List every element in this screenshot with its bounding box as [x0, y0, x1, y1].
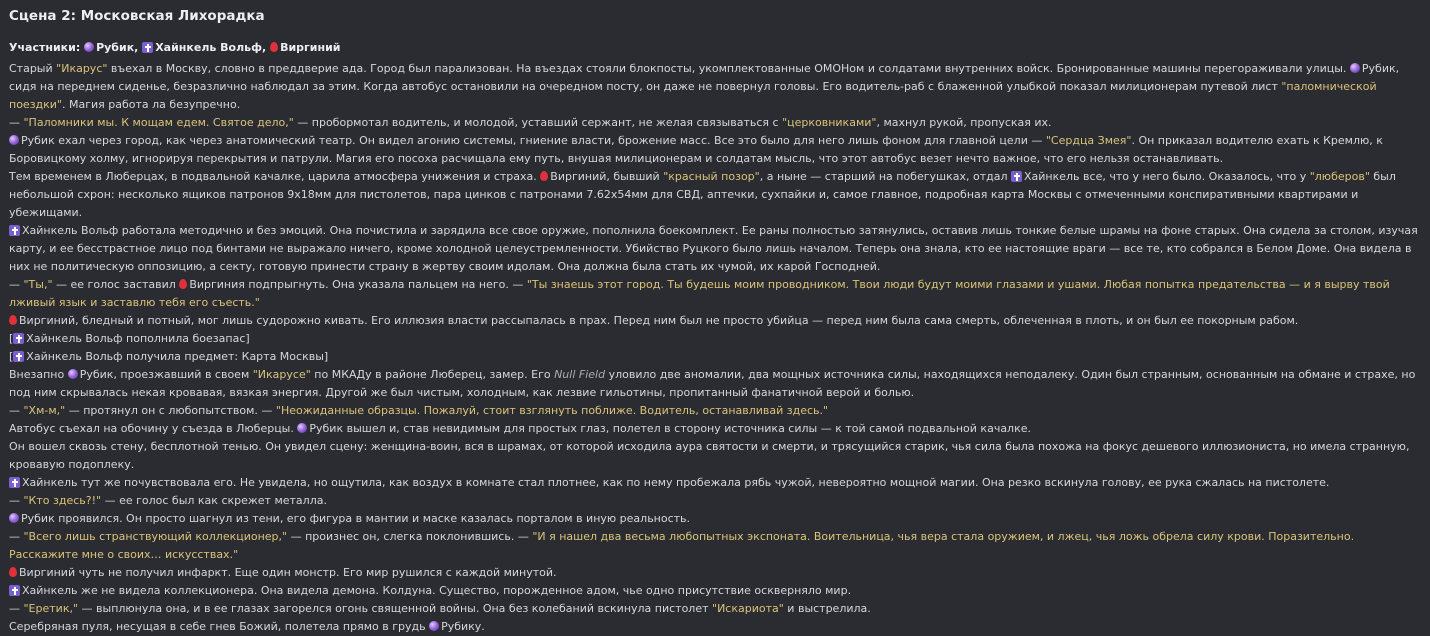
text: Хайнкель тут же почувствовала его. Не увидела, но ощутила, как воздух в комнате стал плотнее, как по нему пробежала рябь чужой, невероятно мощной магии. Она резко вскинула голову, ее рука сжалась на пистолете.	[22, 476, 1330, 489]
text: — пробормотал водитель, и молодой, уставший сержант, не желая связываться с	[293, 116, 783, 129]
paragraph	[9, 582, 1421, 600]
paragraph	[9, 132, 1421, 168]
quote: "Паломники мы. К мощам едем. Святое дело,"	[23, 116, 294, 129]
purple-orb-icon	[9, 135, 19, 145]
text: — выплюнула она, и в ее глазах загорелся огонь священной войны. Она без колебаний вскинула пистолет	[78, 602, 713, 615]
paragraph	[9, 276, 1421, 312]
text: Рубик проявился. Он просто шагнул из тени, его фигура в мантии и маске казалась порталом в иную реальность.	[21, 512, 691, 525]
text: , а ныне — старший на побегушках, отдал	[759, 170, 1011, 183]
paragraph	[9, 600, 1421, 618]
quote: "Кто здесь?!"	[23, 494, 102, 507]
blood-drop-icon	[9, 315, 17, 325]
text: . Магия работа ла безупречно.	[62, 98, 241, 111]
paragraph	[9, 438, 1421, 474]
text: Внезапно	[9, 368, 68, 381]
quote: "И я нашел два весьма любопытных экспоната. Воительница, чья вера стала оружием, и лжец, чья ложь обрела силу крови. Поразительно. Расскажите мне о своих… искусствах."	[9, 530, 1355, 561]
text: Рубику.	[441, 620, 485, 633]
text: —	[9, 530, 24, 543]
paragraph	[9, 528, 1421, 564]
purple-orb-icon	[9, 513, 19, 523]
quote: "Икарусе"	[252, 368, 311, 381]
text: Хайнкель Вольф получила предмет: Карта Москвы]	[26, 350, 329, 363]
text: Хайнкель все, что у него было. Оказалось, что у	[1024, 170, 1310, 183]
paragraph	[9, 60, 1421, 114]
text: уловило две аномалии, два мощных источника силы, находящихся неподалеку. Один был странным, основанным на обмане и страхе, но под ним скрывалась некая кровавая, вязкая энергия. Другой же был чистым, холодным, как лезвие гильотины, пропитанный фанатичной верой и болью.	[9, 368, 1416, 399]
quote: "Икарус"	[56, 62, 108, 75]
text: и выстрелила.	[783, 602, 871, 615]
text: , махнул рукой, пропуская их.	[876, 116, 1052, 129]
text: [	[9, 350, 14, 363]
cross-icon	[13, 333, 24, 344]
paragraph	[9, 222, 1421, 276]
blood-drop-icon	[179, 279, 187, 289]
text: —	[9, 278, 24, 291]
text: Рубик, сидя на переднем сиденье, безразлично наблюдал за этим. Когда автобус остановили на очередном посту, он даже не повернул головы. Его водитель-раб с блаженной улыбкой показал милиционерам путевой лист	[9, 62, 1400, 93]
text: Он вошел сквозь стену, бесплотной тенью. Он увидел сцену: женщина-воин, вся в шрамах, от которой исходила аура святости и смерти, и трясущийся старик, чья сила была похожа на фокус дешевого иллюзиониста, но имела странную, кровавую подоплеку.	[9, 440, 1410, 471]
cross-icon	[142, 42, 153, 53]
paragraph	[9, 420, 1421, 438]
participant-hainkel: Хайнкель Вольф,	[155, 41, 267, 54]
text: был небольшой схрон: несколько ящиков патронов 9х18мм для пистолетов, пара цинков с патронами 7.62х54мм для СВД, аптечки, сухпайки и, самое главное, подробная карта Москвы с отмеченными конспиративными квартирами и убежищами.	[9, 170, 1396, 219]
text: Рубик вышел и, став невидимым для простых глаз, полетел в сторону источника силы — к той самой подвальной качалке.	[309, 422, 1031, 435]
participant-rubik: Рубик,	[96, 41, 139, 54]
purple-orb-icon	[1350, 63, 1360, 73]
quote: "Хм-м,"	[23, 404, 66, 417]
paragraph	[9, 474, 1421, 492]
text: —	[9, 404, 24, 417]
paragraph	[9, 114, 1421, 132]
quote: "люберов"	[1309, 170, 1370, 183]
quote: "Всего лишь странствующий коллекционер,"	[23, 530, 288, 543]
scene-title: Сцена 2: Московская Лихорадка	[9, 8, 265, 24]
cross-icon	[9, 225, 20, 236]
paragraph	[9, 618, 1421, 636]
cross-icon	[13, 351, 24, 362]
text: по МКАДу в районе Люберец, замер. Его	[310, 368, 555, 381]
participant-virginiy: Виргиний	[280, 41, 341, 54]
text: въехал в Москву, словно в преддверие ада. Город был парализован. На въездах стояли блокпосты, укомплектованные ОМОНом и солдатами внутренних войск. Бронированные машины перегораживали улицы.	[107, 62, 1347, 75]
quote: "церковниками"	[782, 116, 877, 129]
text: Виргиний, бледный и потный, мог лишь судорожно кивать. Его иллюзия власти рассыпалась в прах. Перед ним был не просто убийца — перед ним была сама смерть, облеченная в плоть, и он был ее покорным рабом.	[19, 314, 1299, 327]
system-notice	[9, 348, 1421, 366]
paragraph	[9, 312, 1421, 330]
purple-orb-icon	[68, 369, 78, 379]
quote: "паломнической поездки"	[9, 80, 1377, 111]
quote: "Неожиданные образцы. Пожалуй, стоит взглянуть поближе. Водитель, останавливай здесь."	[275, 404, 829, 417]
cross-icon	[9, 477, 20, 488]
paragraph	[9, 492, 1421, 510]
paragraph	[9, 168, 1421, 222]
italic-term: Null Field	[554, 368, 606, 381]
text: — произнес он, слегка поклонившись. —	[287, 530, 533, 543]
text: Рубик, проезжавший в своем	[79, 368, 253, 381]
quote: "красный позор"	[663, 170, 760, 183]
quote: "Ты знаешь этот город. Ты будешь моим проводником. Твои люди будут моими глазами и ушами. Любая попытка предательства — и я вырву твой лживый язык и заставлю тебя его съесть."	[9, 278, 1390, 309]
paragraph	[9, 564, 1421, 582]
blood-drop-icon	[9, 567, 17, 577]
paragraph	[9, 402, 1421, 420]
purple-orb-icon	[84, 42, 94, 52]
paragraph	[9, 510, 1421, 528]
participants-line	[9, 39, 1421, 57]
text: Рубик ехал через город, как через анатомический театр. Он видел агонию системы, гниение власти, брожение масс. Все это было для него лишь фоном для главной цели —	[21, 134, 1046, 147]
text: — протянул он с любопытством. —	[65, 404, 276, 417]
text: —	[9, 602, 24, 615]
quote: "Искариота"	[712, 602, 784, 615]
text: Серебряная пуля, несущая в себе гнев Божий, полетела прямо в грудь	[9, 620, 430, 633]
text: Виргиния подпрыгнуть. Она указала пальцем на него. —	[189, 278, 527, 291]
cross-icon	[9, 585, 20, 596]
participants-label: Участники:	[9, 41, 81, 54]
text: Хайнкель Вольф пополнила боезапас]	[26, 332, 250, 345]
system-notice	[9, 330, 1421, 348]
text: Виргиний чуть не получил инфаркт. Еще один монстр. Его мир рушился с каждой минутой.	[19, 566, 557, 579]
blood-drop-icon	[270, 42, 278, 52]
text: Старый	[9, 62, 57, 75]
text: Автобус съехал на обочину у съезда в Люберцы.	[9, 422, 298, 435]
text: —	[9, 494, 24, 507]
text: . Он приказал водителю ехать к Кремлю, к Боровицкому холму, игнорируя перекрытия и патрули. Магия его посоха расчищала ему путь, внушая милиционерам и солдатам мысль, что этот автобус везет нечто важное, что его нельзя останавливать.	[9, 134, 1383, 165]
paragraph	[9, 366, 1421, 402]
text: Хайнкель же не видела коллекционера. Она видела демона. Колдуна. Существо, порожденное адом, чье одно присутствие оскверняло мир.	[22, 584, 852, 597]
blood-drop-icon	[540, 171, 548, 181]
cross-icon	[1011, 171, 1022, 182]
text: Тем временем в Люберцах, в подвальной качалке, царила атмосфера унижения и страха.	[9, 170, 541, 183]
quote: "Сердца Змея"	[1045, 134, 1132, 147]
text: [	[9, 332, 14, 345]
text: Хайнкель Вольф работала методично и без эмоций. Она почистила и зарядила все свое оружие, пополнила боекомплект. Ее раны полностью затянулись, оставив лишь тонкие белые шрамы на фоне старых. Она сидела за столом, изучая карту, и ее бесстрастное лицо под бинтами не выражало ничего, кроме холодной целеустремленности. Убийство Руцкого было лишь началом. Теперь она знала, кто ее настоящие враги — все те, кто собрался в Белом Доме. Она видела в них не политическую оппозицию, а секту, готовую принести страну в жертву своим идолам. Она должна была стать их чумой, их карой Господней.	[9, 224, 1418, 273]
purple-orb-icon	[297, 423, 307, 433]
text: —	[9, 116, 24, 129]
quote: "Еретик,"	[23, 602, 79, 615]
text: — ее голос был как скрежет металла.	[101, 494, 327, 507]
text: Виргиний, бывший	[550, 170, 664, 183]
text: — ее голос заставил	[52, 278, 180, 291]
quote: "Ты,"	[23, 278, 53, 291]
